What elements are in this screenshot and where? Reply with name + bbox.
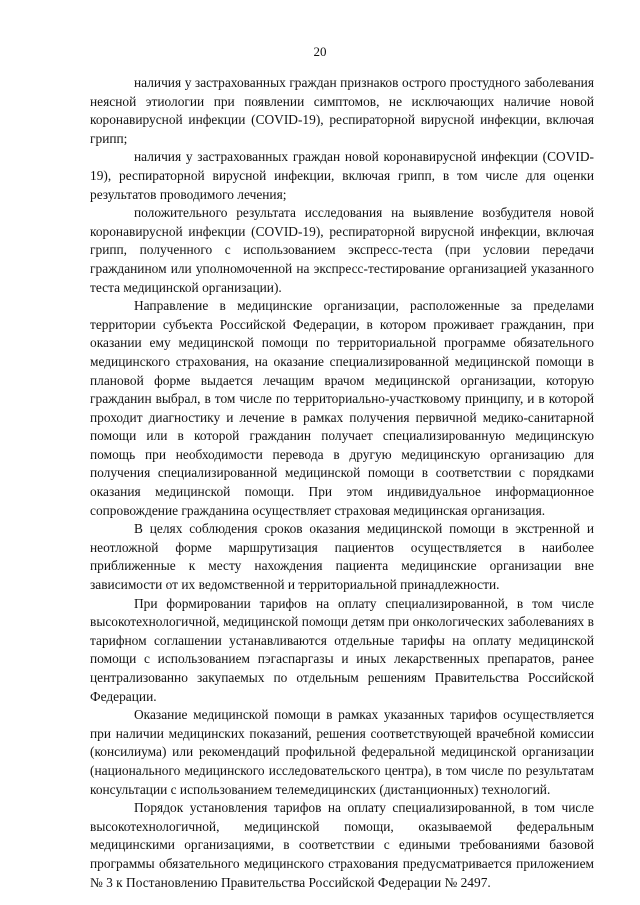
body-text — [90, 74, 594, 892]
paragraph: Порядок установления тарифов на оплату специализированной, в том числе высокотехнологичной, медицинской помощи, оказываемой федеральным медицинскими организациями, в соответствии с едиными требованиями базовой программы обязательного медицинского страхования предусматривается приложением № 3 к Постановлению Правительства Российской Федерации № 2497. — [90, 800, 594, 890]
paragraph: наличия у застрахованных граждан признаков острого простудного заболевания неясной этиологии при появлении симптомов, не исключающих наличие новой коронавирусной инфекции (COVID-19), респираторной вирусной инфекции, включая грипп; — [90, 75, 594, 146]
paragraph: Направление в медицинские организации, расположенные за пределами территории субъекта Российской Федерации, в котором проживает гражданин, при оказании ему медицинской помощи по территориальной программе обязательного медицинского страхования, на оказание специализированной медицинской помощи в плановой форме выдается лечащим врачом медицинской организации, которую гражданин выбрал, в том числе по территориально-участковому принципу, и в которой проходит диагностику и лечение в рамках получения первичной медико-санитарной помощи или в которой гражданин получает специализированную медицинскую помощь при необходимости перевода в другую медицинскую организацию для получения специализированной медицинской помощи в соответствии с порядками оказания медицинской помощи. При этом индивидуальное информационное сопровождение гражданина осуществляет страховая медицинская организация. — [90, 298, 594, 518]
page-number: 20 — [313, 44, 327, 59]
paragraph: Оказание медицинской помощи в рамках указанных тарифов осуществляется при наличии медицинских показаний, решения соответствующей врачебной комиссии (консилиума) или рекомендаций профильной федеральной медицинской организации (национального медицинского исследовательского центра), в том числе по результатам консультации с использованием телемедицинских (дистанционных) технологий. — [90, 707, 594, 797]
paragraph: наличия у застрахованных граждан новой коронавирусной инфекции (COVID-19), респираторной вирусной инфекции, включая грипп, в том числе для оценки результатов проводимого лечения; — [90, 149, 594, 202]
paragraph: В целях соблюдения сроков оказания медицинской помощи в экстренной и неотложной форме маршрутизация пациентов осуществляется в наиболее приближенные к месту нахождения пациента медицинские организации вне зависимости от их ведомственной и территориальной принадлежности. — [90, 521, 594, 593]
paragraph: положительного результата исследования на выявление возбудителя новой коронавирусной инфекции (COVID-19), респираторной вирусной инфекции, включая грипп, полученного с использованием экспресс-теста (при условии передачи гражданином или уполномоченной на экспресс-тестирование организацией указанного теста медицинской организации). — [90, 205, 594, 295]
paragraph: При формировании тарифов на оплату специализированной, в том числе высокотехнологичной, медицинской помощи детям при онкологических заболеваниях в тарифном соглашении устанавливаются отдельные тарифы на оплату медицинской помощи с использованием пэгаспаргазы и иных лекарственных препаратов, ранее централизованно закупаемых по отдельным решениям Правительства Российской Федерации. — [90, 595, 594, 704]
